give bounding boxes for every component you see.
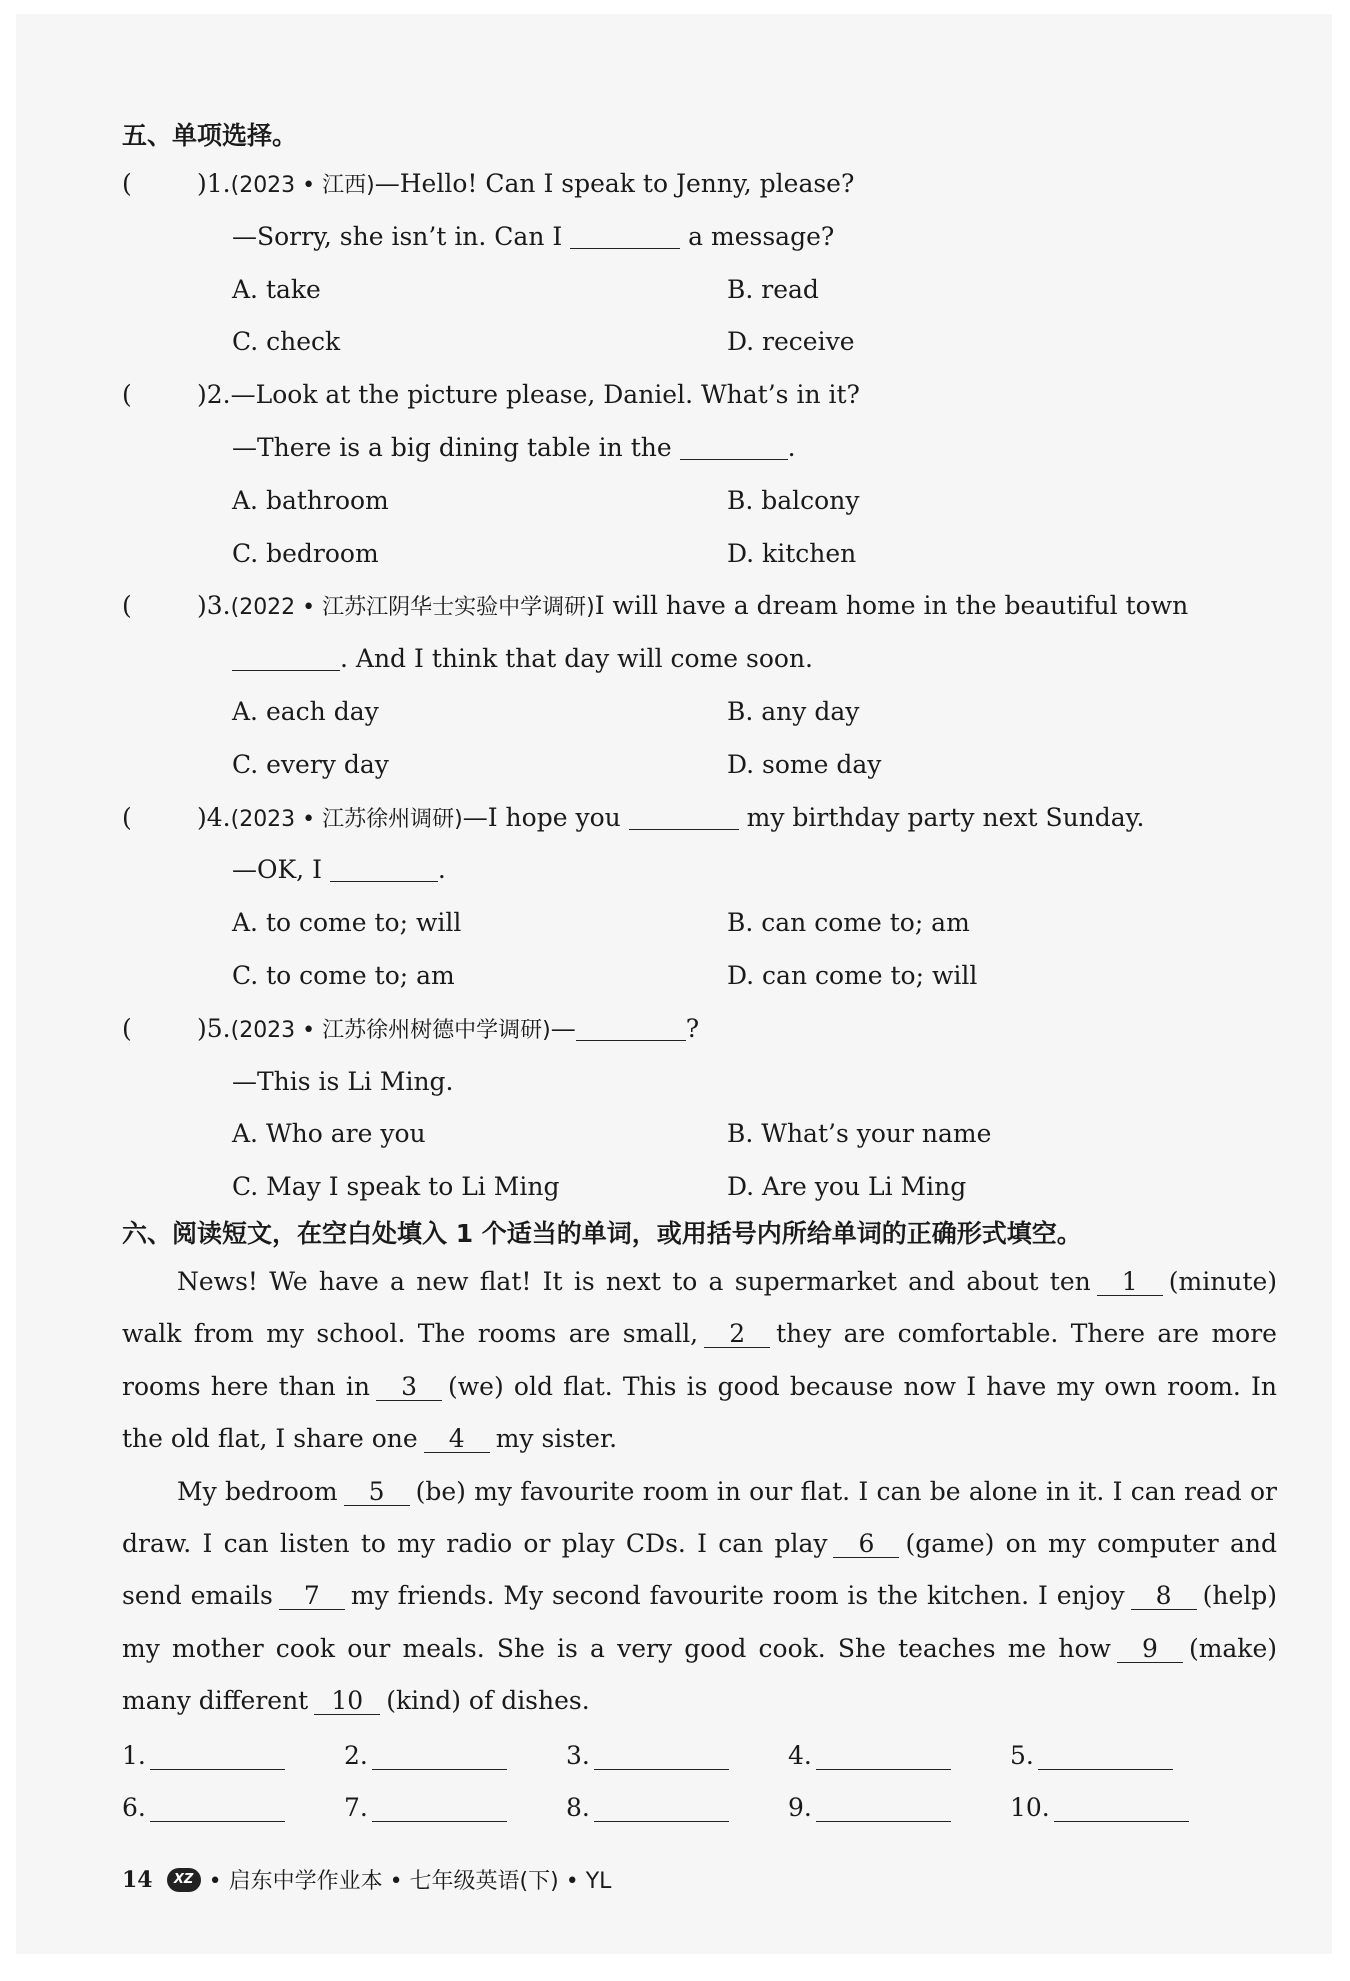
- passage-text: (be) my favourite room in our flat. I can be alone in it. I can read or draw. I can listen to my radio or play CDs. I can play: [122, 1476, 1277, 1558]
- answer-label: 2.: [344, 1740, 368, 1770]
- option-c[interactable]: C. check: [232, 327, 341, 357]
- question-4: [122, 792, 1277, 1003]
- answer-line[interactable]: [372, 1797, 507, 1822]
- section5-title: 五、单项选择。: [122, 121, 298, 150]
- numbered-blank[interactable]: 1: [1097, 1269, 1163, 1296]
- answer-label: 4.: [788, 1740, 812, 1770]
- publisher-logo-icon: XZ: [167, 1868, 201, 1892]
- question-number: )5.: [197, 1013, 231, 1043]
- passage-text: (we) old flat. This is good because now I have my own room. In the old flat, I share one: [122, 1371, 1277, 1454]
- answer-label: 6.: [122, 1792, 146, 1822]
- answer-paren[interactable]: (: [122, 380, 132, 410]
- option-b[interactable]: B. read: [727, 274, 819, 304]
- question-number: )1.: [197, 169, 231, 198]
- answer-line[interactable]: [816, 1797, 951, 1822]
- fill-blank[interactable]: [680, 437, 788, 460]
- numbered-blank[interactable]: 7: [279, 1583, 345, 1610]
- reading-passage: [122, 1256, 1277, 1728]
- answer-slot-6[interactable]: [122, 1782, 285, 1834]
- answer-line[interactable]: [372, 1745, 507, 1770]
- question-number: )3.: [197, 591, 231, 621]
- option-c[interactable]: C. bedroom: [232, 538, 379, 568]
- fill-blank[interactable]: [330, 859, 438, 882]
- question-1: [122, 158, 1277, 369]
- footer-text: • 启东中学作业本 • 七年级英语(下) • YL: [208, 1869, 612, 1894]
- numbered-blank[interactable]: 10: [314, 1688, 380, 1715]
- question-text: —OK, I: [232, 855, 330, 885]
- option-b[interactable]: B. can come to; am: [727, 908, 970, 938]
- option-d[interactable]: D. some day: [727, 749, 882, 779]
- numbered-blank[interactable]: 8: [1131, 1583, 1197, 1610]
- answer-label: 7.: [344, 1792, 368, 1822]
- question-text: —This is Li Ming.: [232, 1066, 454, 1096]
- answer-line[interactable]: [816, 1745, 951, 1770]
- passage-text: (minute) walk from my school. The rooms are small,: [122, 1266, 1277, 1349]
- answer-line[interactable]: [150, 1797, 285, 1822]
- fill-blank[interactable]: [570, 226, 680, 249]
- option-a[interactable]: A. each day: [232, 696, 379, 726]
- option-c[interactable]: C. May I speak to Li Ming: [232, 1172, 560, 1202]
- answer-paren[interactable]: (: [122, 802, 132, 832]
- answer-slot-8[interactable]: [566, 1782, 729, 1834]
- passage-text: my friends. My second favourite room is the kitchen. I enjoy: [350, 1581, 1125, 1611]
- question-text: —Hello! Can I speak to Jenny, please?: [374, 169, 855, 198]
- answer-paren[interactable]: (: [122, 591, 132, 621]
- content: [122, 114, 1277, 1834]
- numbered-blank[interactable]: 6: [833, 1531, 899, 1558]
- answer-slot-9[interactable]: [788, 1782, 951, 1834]
- answer-label: 8.: [566, 1792, 590, 1822]
- question-text: .: [787, 432, 796, 462]
- fill-blank[interactable]: [232, 648, 340, 671]
- answer-line[interactable]: [594, 1797, 729, 1822]
- option-b[interactable]: B. any day: [727, 696, 860, 726]
- passage-text: my sister.: [495, 1424, 618, 1454]
- answer-label: 3.: [566, 1740, 590, 1770]
- numbered-blank[interactable]: 9: [1117, 1636, 1183, 1663]
- passage-paragraph-2: [122, 1466, 1277, 1728]
- answer-grid: [122, 1730, 1277, 1834]
- answer-label: 1.: [122, 1740, 146, 1770]
- question-5: [122, 1003, 1277, 1214]
- option-d[interactable]: D. kitchen: [727, 538, 857, 568]
- option-d[interactable]: D. receive: [727, 327, 855, 357]
- question-text: . And I think that day will come soon.: [340, 644, 813, 674]
- option-b[interactable]: B. balcony: [727, 485, 860, 515]
- answer-slot-4[interactable]: [788, 1730, 951, 1782]
- question-number: )4.: [197, 802, 231, 832]
- option-a[interactable]: A. take: [232, 274, 321, 304]
- passage-text: (kind) of dishes.: [386, 1686, 590, 1716]
- fill-blank[interactable]: [576, 1018, 686, 1041]
- passage-text: My bedroom: [177, 1476, 338, 1506]
- answer-label: 5.: [1010, 1740, 1034, 1770]
- option-a[interactable]: A. bathroom: [232, 485, 389, 515]
- question-text: —: [550, 1013, 576, 1043]
- question-2: [122, 369, 1277, 580]
- worksheet-page: [16, 14, 1332, 1954]
- option-b[interactable]: B. What’s your name: [727, 1119, 992, 1149]
- answer-slot-7[interactable]: [344, 1782, 507, 1834]
- answer-paren[interactable]: (: [122, 1013, 132, 1043]
- passage-text: (game) on my computer and send emails: [122, 1528, 1278, 1611]
- numbered-blank[interactable]: 4: [424, 1426, 490, 1453]
- question-source: (2023 • 江西): [230, 173, 375, 198]
- option-c[interactable]: C. to come to; am: [232, 960, 455, 990]
- question-text: I will have a dream home in the beautiful town: [594, 591, 1189, 621]
- question-source: (2023 • 江苏徐州树德中学调研): [230, 1017, 551, 1043]
- section6-title: 六、阅读短文，在空白处填入 1 个适当的单词，或用括号内所给单词的正确形式填空。: [122, 1218, 1082, 1248]
- option-a[interactable]: A. Who are you: [232, 1119, 426, 1149]
- option-d[interactable]: D. can come to; will: [727, 960, 978, 990]
- question-text: —I hope you: [462, 802, 629, 832]
- answer-slot-5[interactable]: [1010, 1730, 1173, 1782]
- answer-slot-3[interactable]: [566, 1730, 729, 1782]
- question-number: )2.: [197, 380, 231, 410]
- numbered-blank[interactable]: 5: [344, 1479, 410, 1506]
- question-source: (2022 • 江苏江阴华士实验中学调研): [230, 595, 595, 621]
- passage-text: News! We have a new flat! It is next to a supermarket and about ten: [177, 1266, 1091, 1296]
- question-text: ?: [685, 1013, 700, 1043]
- numbered-blank[interactable]: 3: [376, 1374, 442, 1401]
- question-source: (2023 • 江苏徐州调研): [230, 806, 463, 832]
- option-a[interactable]: A. to come to; will: [232, 908, 462, 938]
- question-text: —Sorry, she isn’t in. Can I: [232, 221, 571, 251]
- answer-line[interactable]: [1054, 1797, 1189, 1822]
- page-number: 14: [122, 1866, 153, 1893]
- answer-slot-2[interactable]: [344, 1730, 507, 1782]
- question-text: —There is a big dining table in the: [232, 432, 680, 462]
- question-text: —Look at the picture please, Daniel. What’s in it?: [230, 380, 860, 410]
- passage-text: they are comfortable. There are more rooms here than in: [122, 1319, 1277, 1401]
- question-text: .: [437, 855, 446, 885]
- answer-label: 9.: [788, 1792, 812, 1822]
- page-footer: [122, 1864, 611, 1895]
- answer-line[interactable]: [594, 1745, 729, 1770]
- passage-paragraph-1: [122, 1256, 1277, 1466]
- answer-label: 10.: [1010, 1792, 1050, 1822]
- numbered-blank[interactable]: 2: [704, 1321, 770, 1348]
- question-text: a message?: [680, 221, 835, 251]
- answer-line[interactable]: [150, 1745, 285, 1770]
- question-text: my birthday party next Sunday.: [738, 802, 1145, 832]
- question-3: [122, 580, 1277, 791]
- answer-line[interactable]: [1038, 1745, 1173, 1770]
- option-d[interactable]: D. Are you Li Ming: [727, 1172, 967, 1202]
- answer-slot-1[interactable]: [122, 1730, 285, 1782]
- fill-blank[interactable]: [629, 807, 739, 830]
- option-c[interactable]: C. every day: [232, 749, 389, 779]
- answer-paren[interactable]: (: [122, 169, 132, 198]
- passage-text: (make) many different: [122, 1633, 1277, 1716]
- passage-text: (help) my mother cook our meals. She is a very good cook. She teaches me how: [122, 1581, 1277, 1663]
- answer-slot-10[interactable]: [1010, 1782, 1189, 1834]
